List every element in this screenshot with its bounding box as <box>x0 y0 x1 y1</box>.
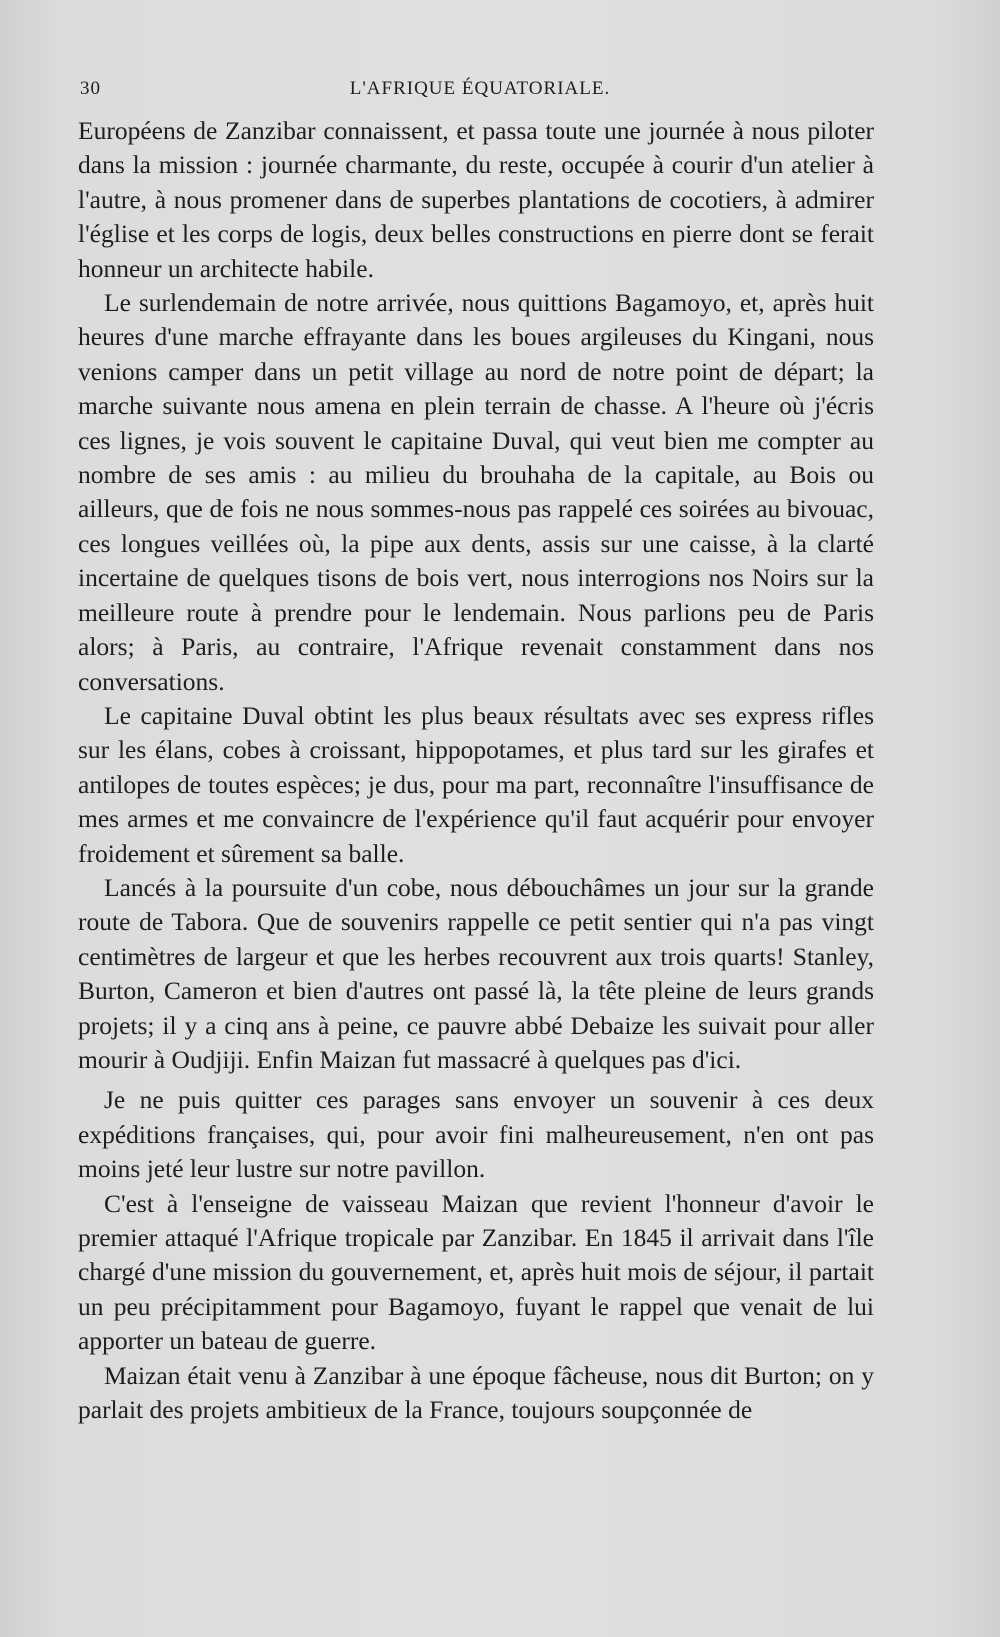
paragraph: Le capitaine Duval obtint les plus beaux résultats avec ses express rifles sur les élans, cobes à croissant, hippopotames, et plus tard sur les girafes et antilopes de toutes espèces; je dus, pour ma part, reconnaître l'insuffisance de mes armes et me convaincre de l'expérience qu'il faut acquérir pour envoyer froidement et sûrement sa balle. <box>78 700 874 868</box>
page-number: 30 <box>80 78 101 99</box>
paragraph: Maizan était venu à Zanzibar à une époque fâcheuse, nous dit Burton; on y parlait des projets ambitieux de la France, toujours soupçonnée de <box>78 1360 874 1425</box>
paragraph: Le surlendemain de notre arrivée, nous quittions Bagamoyo, et, après huit heures d'une marche effrayante dans les boues argileuses du Kingani, nous venions camper dans un petit village au nord de notre point de départ; la marche suivante nous amena en plein terrain de chasse. A l'heure où j'écris ces lignes, je vois souvent le capitaine Duval, qui veut bien me compter au nombre de ses amis : au milieu du brouhaha de la capitale, au Bois ou ailleurs, que de fois ne nous sommes-nous pas rappelé ces soirées au bivouac, ces longues veillées où, la pipe aux dents, assis sur une caisse, à la clarté incertaine de quelques tisons de bois vert, nous interrogions nos Noirs sur la meilleure route à prendre pour le lendemain. Nous parlions peu de Paris alors; à Paris, au contraire, l'Afrique revenait constamment dans nos conversations. <box>78 288 874 696</box>
body-text <box>78 114 874 1427</box>
page-header <box>80 78 880 104</box>
running-title: L'AFRIQUE ÉQUATORIALE. <box>349 78 611 99</box>
paragraph: Lancés à la poursuite d'un cobe, nous débouchâmes un jour sur la grande route de Tabora. Que de souvenirs rappelle ce petit sentier qui n'a pas vingt centimètres de largeur et que les herbes recouvrent aux trois quarts! Stanley, Burton, Cameron et bien d'autres ont passé là, la tête pleine de leurs grands projets; il y a cinq ans à peine, ce pauvre abbé Debaize les suivait pour aller mourir à Oudjiji. Enfin Maizan fut massacré à quelques pas d'ici. <box>78 872 874 1074</box>
paragraph: Je ne puis quitter ces parages sans envoyer un souvenir à ces deux expéditions françaises, qui, pour avoir fini malheureusement, n'en ont pas moins jeté leur lustre sur notre pavillon. <box>78 1085 874 1184</box>
paragraph: C'est à l'enseigne de vaisseau Maizan que revient l'honneur d'avoir le premier attaqué l'Afrique tropicale par Zanzibar. En 1845 il arrivait dans l'île chargé d'une mission du gouvernement, et, après huit mois de séjour, il partait un peu précipitamment pour Bagamoyo, fuyant le rappel que venait de lui apporter un bateau de guerre. <box>78 1188 874 1356</box>
paragraph: Européens de Zanzibar connaissent, et passa toute une journée à nous piloter dans la mission : journée charmante, du reste, occupée à courir d'un atelier à l'autre, à nous promener dans de superbes plantations de cocotiers, à admirer l'église et les corps de logis, deux belles constructions en pierre dont se ferait honneur un architecte habile. <box>78 116 874 283</box>
